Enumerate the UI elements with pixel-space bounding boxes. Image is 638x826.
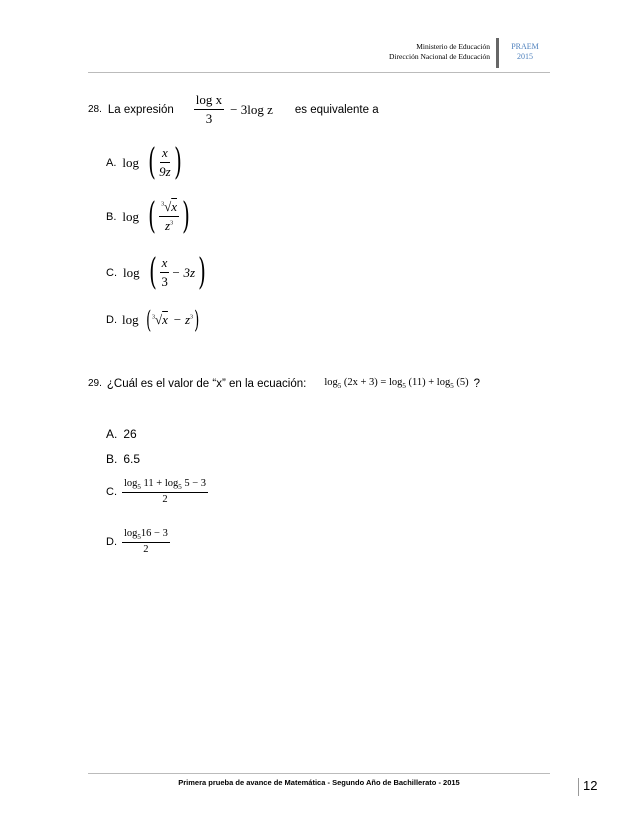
- fraction-numerator: [122, 478, 208, 493]
- log-term: log: [324, 377, 338, 388]
- fraction-numerator: x: [160, 145, 170, 163]
- option-letter: B.: [106, 210, 117, 223]
- option-29-c[interactable]: [106, 478, 208, 505]
- option-letter: C.: [106, 266, 117, 279]
- right-paren: ): [194, 306, 200, 334]
- exponent: 3: [190, 314, 194, 321]
- question-number: 28.: [88, 104, 102, 115]
- badge-year: 2015: [517, 52, 533, 61]
- option-d[interactable]: [106, 306, 201, 334]
- log-label: log: [123, 264, 140, 280]
- left-paren: (: [148, 252, 157, 293]
- option-fraction: [160, 255, 170, 290]
- option-29-a[interactable]: [106, 427, 137, 441]
- left-paren: (: [145, 306, 151, 334]
- denominator-base: z: [165, 218, 171, 233]
- option-fraction: [122, 528, 170, 555]
- question-29: [88, 377, 480, 390]
- option-letter: B.: [106, 452, 118, 466]
- log-base: 5: [337, 382, 342, 390]
- option-b[interactable]: [106, 196, 193, 237]
- option-rest: − 3z: [171, 264, 196, 280]
- option-value: 6.5: [123, 452, 141, 466]
- fraction-denominator: 2: [143, 544, 149, 555]
- directorate-name: Dirección Nacional de Educación: [389, 52, 490, 61]
- question-lead: La expresión: [107, 103, 174, 116]
- log-label: log: [122, 312, 139, 327]
- fraction-numerator: x: [160, 255, 170, 273]
- question-lead: ¿Cuál es el valor de “x” en la ecuación:: [106, 377, 307, 390]
- right-paren: ): [198, 252, 206, 293]
- root-index: 3: [152, 314, 155, 321]
- option-a[interactable]: [106, 142, 185, 183]
- fraction-denominator: [165, 217, 173, 234]
- option-29-d[interactable]: [106, 528, 170, 555]
- expression-fraction: [194, 92, 224, 127]
- exponent: 3: [170, 220, 174, 227]
- equation-part: (2x + 3) = log: [343, 377, 403, 388]
- log-label: log: [122, 154, 140, 170]
- fraction-numerator: [122, 528, 170, 543]
- page-number: 12: [583, 778, 598, 793]
- equation-part: (11) + log: [408, 377, 451, 388]
- numerator-part: 16 − 3: [140, 528, 168, 539]
- header-rule: [88, 72, 550, 73]
- option-letter: A.: [106, 427, 118, 441]
- option-29-b[interactable]: [106, 452, 140, 466]
- right-paren: ): [182, 196, 190, 237]
- header-divider: [496, 38, 499, 68]
- log-label: log: [122, 208, 140, 224]
- log-base: 5: [137, 533, 141, 541]
- log-base: 5: [450, 382, 454, 390]
- expression-rest: − 3log z: [230, 101, 273, 117]
- option-fraction: [159, 145, 171, 180]
- fraction-denominator: 3: [205, 111, 213, 126]
- ministry-header: [300, 42, 490, 62]
- left-paren: (: [148, 196, 156, 237]
- option-value: 26: [123, 427, 137, 441]
- fraction-numerator: $^3$√x: [159, 199, 179, 217]
- footer-text: Primera prueba de avance de Matemática - Segundo Año de Bachillerato - 2015: [178, 778, 460, 787]
- option-letter: A.: [106, 156, 117, 169]
- log-base: 5: [137, 483, 141, 491]
- equation-part: (5): [456, 377, 469, 388]
- root-index: 3: [161, 201, 165, 208]
- option-c[interactable]: [106, 252, 209, 293]
- fraction-denominator: 9z: [159, 164, 171, 179]
- log-term: log: [124, 528, 138, 539]
- question-number: 29.: [88, 378, 102, 389]
- rest-base: − z: [172, 312, 191, 327]
- log-term: log: [124, 478, 138, 489]
- right-paren: ): [173, 142, 182, 183]
- question-28: [88, 92, 379, 127]
- badge-title: PRAEM: [511, 42, 539, 51]
- option-radical: $^3$√x: [152, 312, 168, 327]
- ministry-name: Ministerio de Educación: [416, 42, 490, 51]
- fraction-denominator: 2: [162, 494, 168, 505]
- fraction-denominator: 3: [161, 274, 168, 289]
- radicand: x: [171, 199, 177, 214]
- numerator-part: 11 + log: [143, 478, 179, 489]
- left-paren: (: [148, 142, 156, 183]
- page-divider: [578, 778, 579, 796]
- log-base: 5: [402, 382, 406, 390]
- fraction-numerator: log x: [194, 92, 224, 110]
- numerator-part: 5 − 3: [184, 478, 207, 489]
- question-tail: es equivalente a: [294, 103, 379, 116]
- option-fraction: [122, 478, 208, 505]
- option-letter: D.: [106, 314, 117, 326]
- option-letter: D.: [106, 535, 117, 548]
- option-rest: [173, 312, 193, 328]
- footer-rule: [88, 773, 550, 774]
- equation: [324, 377, 468, 390]
- option-letter: C.: [106, 485, 117, 498]
- option-fraction: [159, 199, 179, 234]
- radicand: x: [162, 312, 168, 327]
- question-mark: ?: [473, 377, 481, 390]
- log-base: 5: [178, 483, 182, 491]
- exam-badge: [505, 42, 545, 62]
